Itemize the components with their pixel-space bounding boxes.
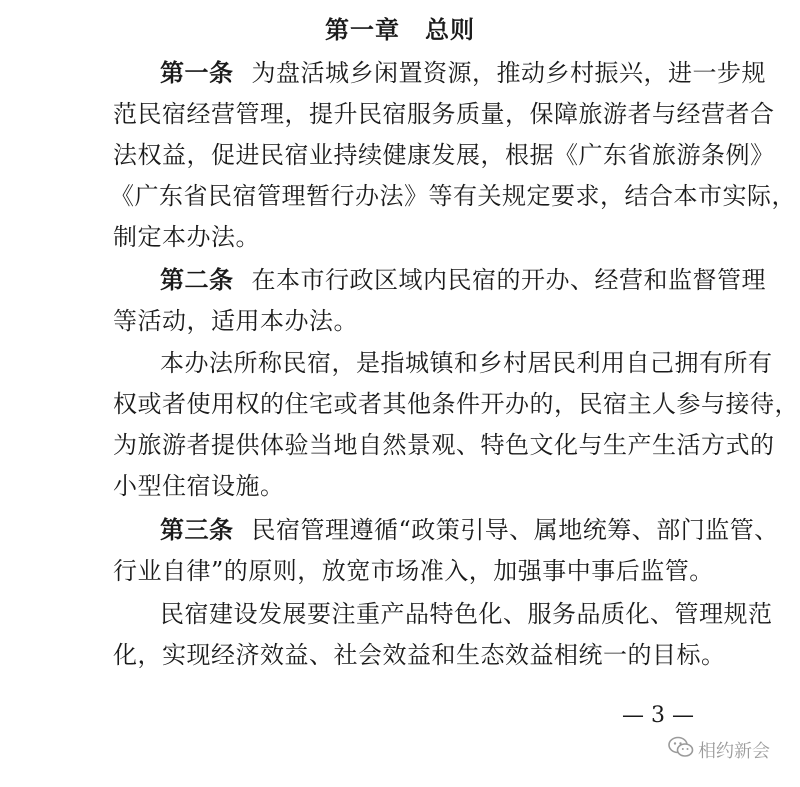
article-2-label: 第二条 xyxy=(160,266,234,294)
article-2-text-1: 在本市行政区域内民宿的开办、经营和监督管理 xyxy=(251,266,766,294)
article-1-line-3: 法权益，促进民宿业持续健康发展，根据《广东省旅游条例》 xyxy=(113,141,775,169)
page-number-text: — 3 — xyxy=(622,703,694,728)
definition-line-4: 小型住宿设施。 xyxy=(113,472,285,500)
watermark-text: 相约新会 xyxy=(698,740,770,762)
article-1-line-2: 范民宿经营管理，提升民宿服务质量，保障旅游者与经营者合 xyxy=(113,100,775,128)
definition-line-2: 权或者使用权的住宅或者其他条件开办的，民宿主人参与接待， xyxy=(113,390,799,418)
article-3-line-1 xyxy=(0,515,800,545)
article-1-line-5: 制定本办法。 xyxy=(113,223,260,251)
article-1-text-1: 为盘活城乡闲置资源，推动乡村振兴，进一步规 xyxy=(251,59,766,87)
definition-line-1: 本办法所称民宿，是指城镇和乡村居民利用自己拥有所有 xyxy=(160,349,773,377)
goals-line-1: 民宿建设发展要注重产品特色化、服务品质化、管理规范 xyxy=(160,600,773,628)
goals-line-2: 化，实现经济效益、社会效益和生态效益相统一的目标。 xyxy=(113,641,726,669)
article-3-label: 第三条 xyxy=(160,516,234,544)
chapter-title: 第一章 总则 xyxy=(325,16,475,44)
wechat-icon xyxy=(668,736,694,763)
article-1-label: 第一条 xyxy=(160,59,234,87)
watermark xyxy=(668,736,770,763)
article-2-line-2: 等活动，适用本办法。 xyxy=(113,307,358,335)
article-1-line-4: 《广东省民宿管理暂行办法》等有关规定要求，结合本市实际， xyxy=(110,182,796,210)
definition-line-3: 为旅游者提供体验当地自然景观、特色文化与生产生活方式的 xyxy=(113,431,775,459)
article-3-text-1: 民宿管理遵循“政策引导、属地统筹、部门监管、 xyxy=(251,516,779,544)
article-1-line-1 xyxy=(0,58,800,88)
article-2-line-1 xyxy=(0,265,800,295)
article-3-line-2: 行业自律”的原则，放宽市场准入，加强事中事后监管。 xyxy=(113,557,714,585)
